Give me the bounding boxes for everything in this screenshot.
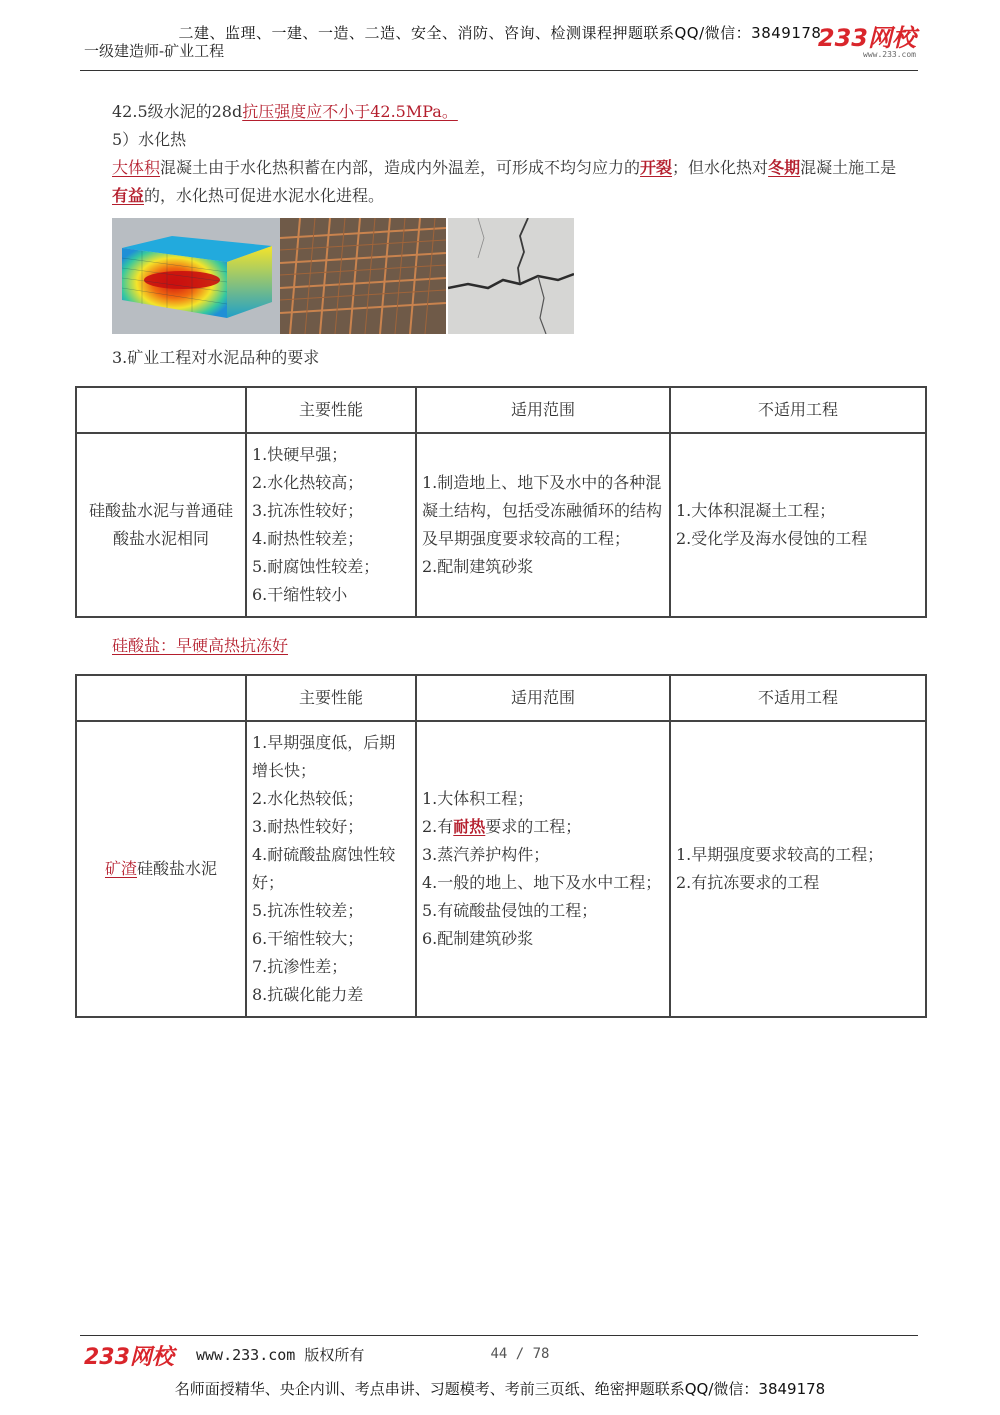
list-item: 1.大体积工程； xyxy=(422,789,534,808)
list-item-text: 2.有 xyxy=(422,817,454,836)
emph-slag: 矿渣 xyxy=(104,859,137,878)
illustration-strip xyxy=(112,218,574,334)
list-item: 2.水化热较高； xyxy=(252,473,364,492)
concrete-crack-image xyxy=(448,218,574,334)
list-item: 5.有硫酸盐侵蚀的工程； xyxy=(422,901,598,920)
cement-type-label xyxy=(76,721,246,1017)
cement-table-slag xyxy=(75,674,927,1018)
strength-emphasis: 抗压强度应不小于42.5MPa。 xyxy=(242,102,458,121)
strength-prefix: 42.5级水泥的28d xyxy=(112,102,243,121)
list-item: 1.快硬早强； xyxy=(252,445,348,464)
list-item: 2.受化学及海水侵蚀的工程 xyxy=(676,529,868,548)
scope-cell xyxy=(416,721,670,1017)
brand-logo-url: www.233.com xyxy=(863,50,916,59)
header-divider xyxy=(80,70,918,71)
performance-cell xyxy=(246,433,416,617)
section-heading-hydration-heat: 5）水化热 xyxy=(112,130,187,149)
list-item: 1.早期强度低，后期增长快； xyxy=(252,733,396,780)
section-heading-cement-requirements: 3.矿业工程对水泥品种的要求 xyxy=(112,348,320,367)
page-number: 44 / 78 xyxy=(490,1346,550,1362)
table-header-empty xyxy=(76,387,246,433)
table-header-performance: 主要性能 xyxy=(246,675,416,721)
list-item: 3.抗冻性较好； xyxy=(252,501,364,520)
list-item: 6.配制建筑砂浆 xyxy=(422,929,534,948)
performance-cell xyxy=(246,721,416,1017)
footer-logo: 233网校 xyxy=(84,1345,174,1370)
cement-type-rest: 硅酸盐水泥 xyxy=(137,859,218,878)
table-header-scope: 适用范围 xyxy=(416,387,670,433)
document-subtitle: 一级建造师-矿业工程 xyxy=(84,42,225,60)
emph-mass-volume: 大体积 xyxy=(112,158,161,177)
paragraph-text: 的，水化热可促进水泥水化进程。 xyxy=(144,186,385,205)
unsuitable-cell xyxy=(670,721,926,1017)
scope-cell xyxy=(416,433,670,617)
emph-benefit: 有益 xyxy=(112,186,145,205)
brand-logo-text: 233网校 xyxy=(817,24,916,52)
cement-table-portland xyxy=(75,386,927,618)
table-header-unsuitable: 不适用工程 xyxy=(670,387,926,433)
hydration-heat-paragraph xyxy=(112,154,902,210)
list-item: 1.大体积混凝土工程； xyxy=(676,501,836,520)
brand-logo xyxy=(818,26,916,59)
table-header-scope: 适用范围 xyxy=(416,675,670,721)
memo-emphasis: 硅酸盐：早硬高热抗冻好 xyxy=(112,636,289,655)
emph-heat-resistant: 耐热 xyxy=(453,817,486,836)
list-item: 4.一般的地上、地下及水中工程； xyxy=(422,873,662,892)
paragraph-text: 混凝土由于水化热积蓄在内部，造成内外温差，可形成不均匀应力的 xyxy=(160,158,641,177)
concrete-block-temperature-image xyxy=(112,218,280,334)
rebar-cage-image xyxy=(280,218,446,334)
table-header-empty xyxy=(76,675,246,721)
paragraph-text: 混凝土施工是 xyxy=(800,158,897,177)
memo-line xyxy=(112,632,288,660)
table-header-performance: 主要性能 xyxy=(246,387,416,433)
strength-line xyxy=(112,98,458,126)
list-item: 7.抗渗性差； xyxy=(252,957,348,976)
list-item: 5.抗冻性较差； xyxy=(252,901,364,920)
list-item: 4.耐硫酸盐腐蚀性较好； xyxy=(252,845,396,892)
emph-crack: 开裂 xyxy=(640,158,673,177)
footer-contact-line: 名师面授精华、央企内训、考点串讲、习题模考、考前三页纸、绝密押题联系QQ/微信：3849178 xyxy=(174,1380,826,1398)
list-item: 2.有抗冻要求的工程 xyxy=(676,873,820,892)
list-item: 2.配制建筑砂浆 xyxy=(422,557,534,576)
list-item: 2.水化热较低； xyxy=(252,789,364,808)
list-item: 3.耐热性较好； xyxy=(252,817,364,836)
list-item: 1.早期强度要求较高的工程； xyxy=(676,845,884,864)
cement-type-label: 硅酸盐水泥与普通硅酸盐水泥相同 xyxy=(76,433,246,617)
unsuitable-cell xyxy=(670,433,926,617)
header-contact-line: 二建、监理、一建、一造、二造、安全、消防、咨询、检测课程押题联系QQ/微信：3849178 xyxy=(178,24,822,42)
footer-divider xyxy=(80,1335,918,1336)
table-header-unsuitable: 不适用工程 xyxy=(670,675,926,721)
list-item xyxy=(422,813,665,841)
list-item: 3.蒸汽养护构件； xyxy=(422,845,550,864)
list-item: 5.耐腐蚀性较差； xyxy=(252,557,380,576)
list-item: 6.干缩性较小 xyxy=(252,585,348,604)
list-item-text: 要求的工程； xyxy=(485,817,582,836)
list-item: 1.制造地上、地下及水中的各种混凝土结构，包括受冻融循环的结构及早期强度要求较高的工程； xyxy=(422,473,663,548)
emph-winter: 冬期 xyxy=(768,158,801,177)
list-item: 8.抗碳化能力差 xyxy=(252,985,364,1004)
list-item: 4.耐热性较差； xyxy=(252,529,364,548)
list-item: 6.干缩性较大； xyxy=(252,929,364,948)
paragraph-text: ；但水化热对 xyxy=(672,158,769,177)
footer-copyright: www.233.com 版权所有 xyxy=(196,1346,365,1364)
